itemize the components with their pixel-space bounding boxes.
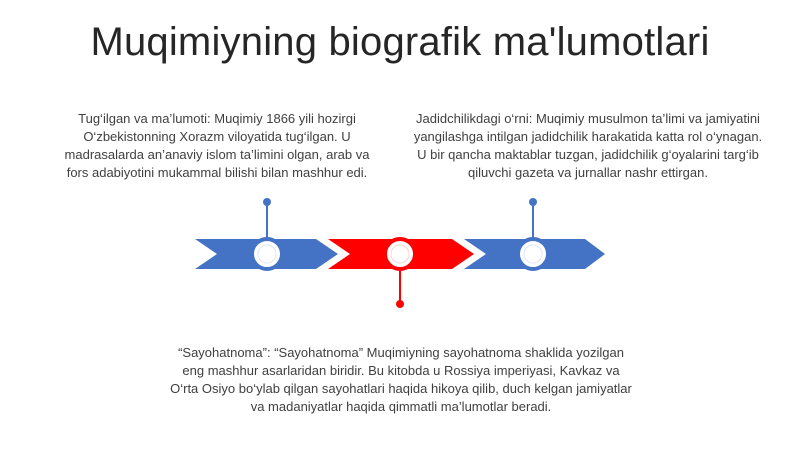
- milestone-inner-2: [391, 245, 409, 263]
- event-body: Muqimiy 1866 yili hozirgi O‘zbekistonning Xorazm viloyatida tug‘ilgan. U madrasalarda an’anaviy islom ta’limini olgan, arab va fors adabiyotini mukammal bilishi bilan mashhur edi.: [64, 111, 370, 180]
- milestone-inner-3: [524, 245, 542, 263]
- connector-dot-1: [263, 198, 271, 206]
- connector-dot-2: [396, 300, 404, 308]
- connector-dot-3: [529, 198, 537, 206]
- event-heading: Tug‘ilgan va ma’lumoti:: [78, 111, 211, 126]
- event-heading: Jadidchilikdagi o‘rni:: [416, 111, 533, 126]
- event-body: “Sayohatnoma” Muqimiyning sayohatnoma shaklida yozilgan eng mashhur asarlaridan biridir. Bu kitobda u Rossiya imperiyasi, Kavkaz va O‘rta Osiyo bo‘ylab qilgan sayohatlari haqida hikoya qilib, duch kelgan jamiyatlar va madaniyatlar haqida qimmatli ma’lumotlar beradi.: [170, 345, 632, 414]
- milestone-inner-1: [258, 245, 276, 263]
- event-heading: “Sayohatnoma”:: [178, 345, 271, 360]
- page-title: Muqimiyning biografik ma'lumotlari: [90, 20, 710, 64]
- event-body: Muqimiy musulmon ta’limi va jamiyatini yangilashga intilgan jadidchilik harakatida katta rol o‘ynagan. U bir qancha maktablar tuzgan, jadidchilik g‘oyalarini targ‘ib qiluvchi gazeta va jurnallar nashr ettirgan.: [413, 111, 763, 180]
